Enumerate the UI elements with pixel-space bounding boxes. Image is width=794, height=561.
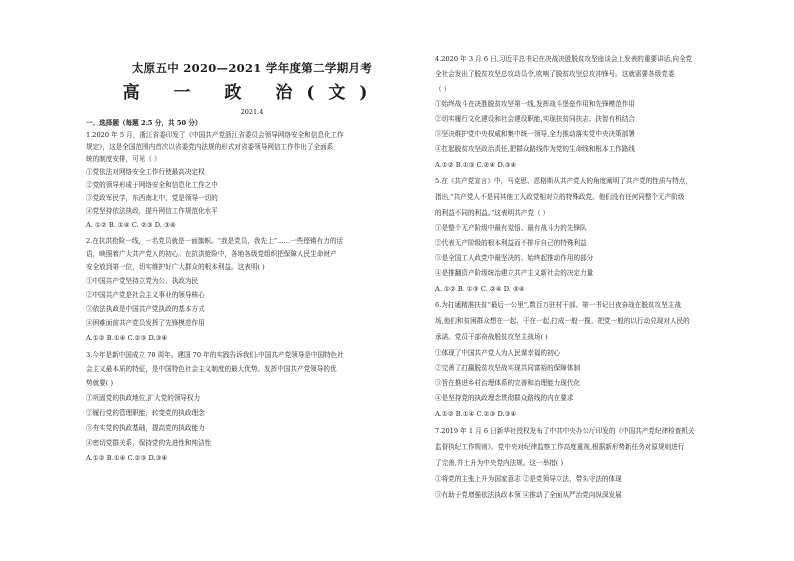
question-2-item: ②中国共产党是社会主义事业的领导核心 <box>86 291 205 299</box>
question-2-item: ③依法执政是中国共产党执政的基本方式 <box>86 305 205 313</box>
question-3-stem: 会主义最本质的特征，是中国特色社会主义制度的最大优势。发挥中国共产党领导的优 <box>86 365 337 373</box>
question-4-item: ③坚决维护党中央权威和集中统一领导,全力推动落实党中央决策部署 <box>435 130 635 138</box>
question-5-options: A. ①② B. ①③ C. ②④ D. ③④ <box>435 285 525 293</box>
question-6-item: ③旨在推进乡村治理体系的完善和治理能力现代化 <box>435 379 581 387</box>
question-2-item: ①中国共产党坚持立党为公、执政为民 <box>86 277 199 285</box>
question-1-item: ①党依法对网络安全工作行使最高决定权 <box>86 168 205 176</box>
question-2-stem: 2.在抗洪抢险一线，一名党员就是一面旗帜。“我是党员，我先上”……一些铿锵有力的话 <box>86 237 344 245</box>
question-2-options: A.①② B.①④ C.②③ D.③④ <box>86 334 168 342</box>
question-3-stem: 3.今年是新中国成立 70 周年。建国 70 年的实践告诉我们:中国共产党领导是中国特色社 <box>86 351 344 359</box>
question-3-item: ③夯实党的执政基础，提高党的执政能力 <box>86 424 205 432</box>
question-2-stem: 安全放到第一位，切实维护好广大群众的根本利益。这表明( ) <box>86 263 265 271</box>
question-3-options: A.①② B.①④ C.②③ D.③④ <box>86 454 168 462</box>
exam-school-title: 太原五中 2020—2021 学年度第二学期月考 <box>131 61 373 75</box>
question-3-item: ④密切党群关系，保持党的先进性和纯洁性 <box>86 439 212 447</box>
question-6-item: ②完善了打赢脱贫攻坚战实现共同富裕的保障体制 <box>435 364 581 372</box>
question-6-stem: 承诺。党员干部奋战脱贫攻坚主战场( ) <box>435 333 548 341</box>
question-1-stem: 统的制度安排，可见（ ） <box>86 155 161 163</box>
question-7-stem: 7.2019 年 1 月 6 日新华社授权发布了中共中央办公厅印发的《中国共产党纪律检查机关 <box>435 427 695 435</box>
question-7-stem: 了完善,并上升为中央党内法规。这一举措( ) <box>435 459 564 467</box>
question-7-items: ③有助于党增强依法执政本领 ④推动了全面从严治党向纵深发展 <box>435 491 622 499</box>
question-4-item: ②切实履行文化建设和社会建设职能,实现扶贫同扶志、扶智有机结合 <box>435 115 635 123</box>
question-4-item: ①始终战斗在决胜脱贫攻坚第一线,发挥战斗堡垒作用和先锋模范作用 <box>435 100 635 108</box>
question-6-options: A.①② B.①④ C.②③ D.③④ <box>435 410 517 418</box>
question-5-stem: 5.在《共产党宣言》中，马克思、恩格斯从共产党人的角度阐明了共产党的性质与特点， <box>435 177 692 185</box>
question-5-item: ②代表无产阶级的根本利益而不排斥自己的特殊利益 <box>435 239 587 247</box>
question-3-stem: 势就要( ) <box>86 379 114 387</box>
question-3-item: ②履行党的管理职能，转变党的执政理念 <box>86 409 205 417</box>
exam-date: 2021.4 <box>240 108 264 116</box>
question-4-item: ④扛起脱贫攻坚政治责任,把群众路线作为党的生命线和根本工作路线 <box>435 145 635 153</box>
question-4-stem: 全社会发出了脱贫攻坚总攻动员令,吹响了脱贫攻坚总攻冲锋号。这就需要各级党委 <box>435 70 675 78</box>
exam-subject-title: 高 一 政 治(文) <box>122 83 382 103</box>
question-5-item: ③是全国工人政党中最坚决的、始终起推动作用的部分 <box>435 254 594 262</box>
question-6-item: ①体现了中国共产党人为人民谋幸福的初心 <box>435 349 561 357</box>
question-7-stem: 监督执纪工作规则》。党中央对纪律监察工作高度重视,根据新形势新任务对原规则进行 <box>435 443 685 451</box>
question-2-stem: 语，映照着广大共产党人的初心。在抗洪抢险中，各地各级党组织把保障人民生命财产 <box>86 250 337 258</box>
question-5-stem: 指出,“共产党人不是同其他工人政党相对立的特殊政党。他们没有任何同整个无产阶级 <box>435 193 685 201</box>
question-6-stem: 场,他们和贫困群众想在一起、干在一起,打成一般一揽、把党一般的以行动兑现对人民的 <box>435 317 690 325</box>
question-6-stem: 6.为打通精准扶贫“最后一公里”,数百万驻村干部、第一书记日夜奋战在脱贫攻坚主战 <box>435 301 681 309</box>
question-1-stem: 规定》，这是全国范围内首次以省委党内法规的形式对省委领导网信工作作出了全面系 <box>86 143 334 151</box>
question-1-options: A. ①② B. ①④ C. ②③ D. ③④ <box>86 221 176 229</box>
question-5-stem: 的利益不同的利益。”这表明共产党（ ） <box>435 209 550 217</box>
question-1-stem: 1.2020 年 5 月，浙江省委印发了《中国共产党浙江省委员会领导网络安全和信息化工作 <box>86 131 344 139</box>
section-heading: 一、选择题（每题 2.5 分，共 50 分） <box>86 119 202 127</box>
question-3-item: ①巩固党的执政地位,扩大党的领导权力 <box>86 394 201 402</box>
question-4-stem: （ ） <box>435 85 451 93</box>
question-1-item: ②党的领导形成于网络安全和信息化工作之中 <box>86 181 218 189</box>
question-1-item: ③党政军民学，东西南北中，党是领导一切的 <box>86 194 218 202</box>
question-4-options: A.①② B.①③ C.②④ D.③④ <box>435 161 517 169</box>
question-7-items: ①将党的主张上升为国家意志 ②是党领导立法、带头守法的体现 <box>435 475 622 483</box>
question-5-item: ④是推翻资产阶级统治建立共产主义新社会的决定力量 <box>435 269 594 277</box>
question-5-item: ①是整个无产阶级中最有觉悟、最有战斗力的先锋队 <box>435 224 587 232</box>
question-4-stem: 4.2020 年 3 月 6 日,习近平总书记在决战决胜脱贫攻坚座谈会上发表的重要讲话,向全党 <box>435 55 693 63</box>
question-2-item: ④困难面前共产党员发挥了先锋模范作用 <box>86 319 205 327</box>
question-6-item: ④是坚持党的执政理念贯彻群众路线的内在要求 <box>435 394 574 402</box>
question-1-item: ④党坚持依法执政，提升网信工作规范化水平 <box>86 207 218 215</box>
